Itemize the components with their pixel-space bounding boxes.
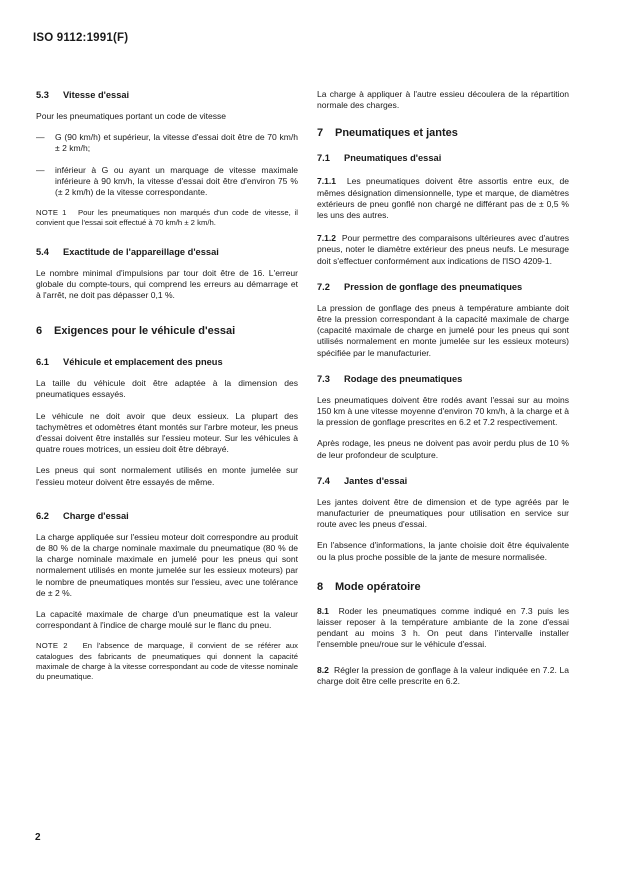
section-8-2: 8.2 Régler la pression de gonflage à la valeur indiquée en 7.2. La charge doit être celle prescrite en 6.2. — [317, 664, 570, 686]
note-1: NOTE 1 Pour les pneumatiques non marqués d'un code de vitesse, il convient que l'essai soit effectué à 70 km/h ± 2 km/h. — [36, 208, 298, 228]
section-6-1-heading: 6.1 Véhicule et emplacement des pneus — [36, 357, 223, 368]
section-6-1-p2: Le véhicule ne doit avoir que deux essieux. La plupart des tachymètres et odomètres étant montés sur l'arbre moteur, les pneus d'essai doivent être installés sur l'essieu moteur. Sur les véhicules à quatre roues motrices, un essieu doit être débrayé. — [36, 410, 298, 455]
section-7-4-heading: 7.4 Jantes d'essai — [317, 475, 408, 486]
section-8-heading: 8 Mode opératoire — [317, 580, 421, 593]
note-2: NOTE 2 En l'absence de marquage, il convient de se référer aux catalogues des fabricants de pneumatiques qui donnent la capacité maximale de charge à la vitesse correspondant au code de vitesse nominale du pneumatique. — [36, 641, 298, 682]
section-5-3-heading: 5.3 Vitesse d'essai — [36, 90, 130, 100]
section-6-1-p1: La taille du véhicule doit être adaptée à la dimension des pneumatiques essayés. — [36, 378, 298, 400]
list-item: — G (90 km/h) et supérieur, la vitesse d'essai doit être de 70 km/h ± 2 km/h; — [36, 132, 298, 154]
section-7-4-p2: En l'absence d'informations, la jante choisie doit être équivalente ou la plus proche possible de la jante de mesure normalisée. — [317, 540, 569, 562]
list-item: — inférieur à G ou ayant un marquage de vitesse maximale inférieure à 90 km/h, la vitesse d'essai doit être d'environ 75 % (± 2 km/h) de la vitesse correspondante. — [36, 164, 298, 198]
section-7-2-text: La pression de gonflage des pneus à température ambiante doit être la pression correspondant à la capacité maximale de charge (capacité maximale de charge en jumelé pour les pneus qui sont utilisés normalement en monte jumelée sur les essieux moteurs) spécifiée par le manufacturier. — [317, 302, 569, 358]
section-6-2-p1: La charge appliquée sur l'essieu moteur doit correspondre au produit de 80 % de la charge nominale maximale du pneumatique (80 % de la charge nominale maximale en jumelé pour les pneus qui sont normalement utilisés en monte jumelée sur les essieux moteurs) par le nombre de pneumatiques montés sur l'essieu, avec une tolérance de ± 2 %. — [36, 531, 298, 598]
document-header: ISO 9112:1991(F) — [33, 32, 129, 44]
section-6-1-p3: Les pneus qui sont normalement utilisés en monte jumelée sur l'essieu moteur doivent être essayés de même. — [36, 465, 298, 487]
section-8-1: 8.1 Roder les pneumatiques comme indiqué en 7.3 puis les laisser reposer à la température ambiante de la zone d'essai pendant au moins 3 h. On peut dans l'intervalle installer l'ensemble pneu/roue sur le véhicule d'essai. — [317, 605, 569, 650]
right-column — [317, 83, 569, 697]
continued-paragraph: La charge à appliquer à l'autre essieu découlera de la répartition normale des charges. — [317, 89, 569, 111]
section-7-1-2: 7.1.2 Pour permettre des comparaisons ultérieures avec d'autres pneus, noter le diamètre extérieur des pneus neufs. Le mesurage doit s'effectuer conformément aux indications de l'ISO 4209-1. — [317, 233, 570, 266]
section-7-1-heading: 7.1 Pneumatiques d'essai — [317, 153, 442, 164]
section-5-4-heading: 5.4 Exactitude de l'appareillage d'essai — [36, 246, 219, 257]
section-7-1-1: 7.1.1 Les pneumatiques doivent être assortis entre eux, de mêmes désignation dimensionnelle, type et marque, de diamètres extérieurs de pneu gonflé non chargé ne différant pas de ± 0,5 % les uns des autres. — [317, 176, 569, 221]
section-7-3-p2: Après rodage, les pneus ne doivent pas avoir perdu plus de 10 % de leur profondeur de sculpture. — [317, 438, 569, 460]
section-7-4-p1: Les jantes doivent être de dimension et de type agréés par le manufacturier de pneumatiques pour utilisation en service sur route avec les pneus d'essai. — [317, 496, 569, 530]
section-6-heading: 6 Exigences pour le véhicule d'essai — [36, 325, 236, 338]
section-5-3-intro: Pour les pneumatiques portant un code de vitesse — [36, 111, 227, 121]
section-5-4-text: Le nombre minimal d'impulsions par tour doit être de 16. L'erreur globale du compte-tours, qui comprend les erreurs au démarrage et à l'arrêt, ne doit pas dépasser 0,1 %. — [36, 267, 298, 301]
section-6-2-p2: La capacité maximale de charge d'un pneumatique est la valeur correspondant à l'indice de charge moulé sur le flanc du pneu. — [36, 609, 298, 631]
section-7-3-heading: 7.3 Rodage des pneumatiques — [317, 373, 463, 384]
section-6-2-heading: 6.2 Charge d'essai — [36, 510, 129, 521]
left-column — [36, 83, 298, 692]
section-7-2-heading: 7.2 Pression de gonflage des pneumatiques — [317, 281, 523, 292]
page-number: 2 — [35, 832, 41, 843]
section-7-heading: 7 Pneumatiques et jantes — [317, 127, 458, 140]
section-7-3-p1: Les pneumatiques doivent être rodés avant l'essai sur au moins 150 km à une vitesse moyenne d'environ 70 km/h, à la charge et à la pression de gonflage prescrites en 6.2 et 7.2 respectivement. — [317, 394, 569, 428]
